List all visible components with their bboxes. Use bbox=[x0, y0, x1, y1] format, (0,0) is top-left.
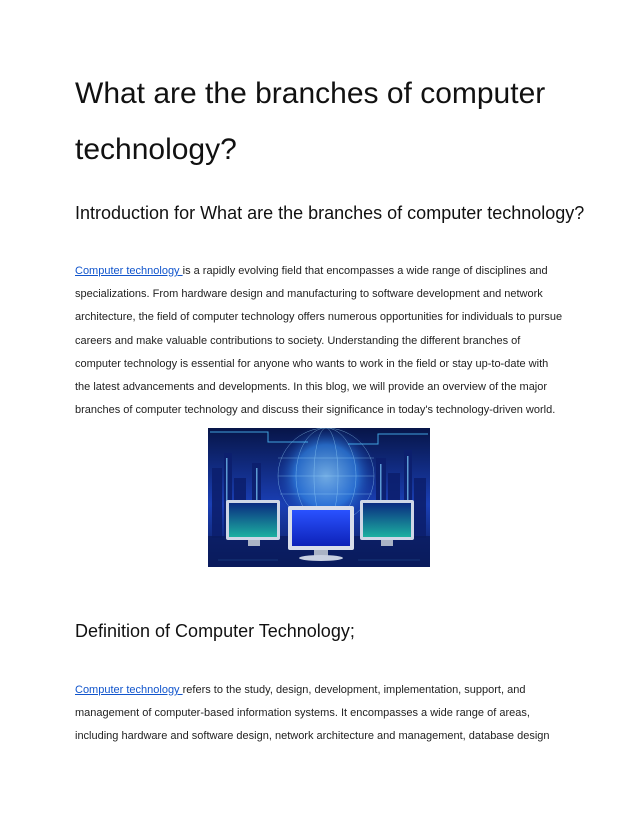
monitors-city-image bbox=[208, 428, 430, 567]
document-title: What are the branches of computer technology? bbox=[75, 77, 546, 166]
definition-heading: Definition of Computer Technology; bbox=[75, 621, 355, 641]
intro-heading: Introduction for What are the branches of computer technology? bbox=[75, 203, 585, 223]
definition-paragraph bbox=[75, 679, 565, 749]
definition-body-text: refers to the study, design, development, implementation, support, and management of computer-based information systems. It encompasses a wide range of areas, including hardware and software design, network architecture and management, database design bbox=[75, 684, 550, 743]
intro-paragraph bbox=[75, 260, 565, 422]
intro-body-text: is a rapidly evolving field that encompasses a wide range of disciplines and specializations. From hardware design and manufacturing to software development and network architecture, the field of computer technology offers numerous opportunities for individuals to pursue careers and make valuable contributions to society. Understanding the different branches of computer technology is essential for anyone who wants to work in the field or stay up-to-date with the latest advancements and developments. In this blog, we will provide an overview of the major branches of computer technology and discuss their significance in today's technology-driven world. bbox=[75, 265, 563, 417]
computer-technology-illustration bbox=[208, 428, 430, 567]
computer-technology-definition-link[interactable]: Computer technology bbox=[75, 684, 183, 696]
computer-technology-link[interactable]: Computer technology bbox=[75, 265, 183, 277]
